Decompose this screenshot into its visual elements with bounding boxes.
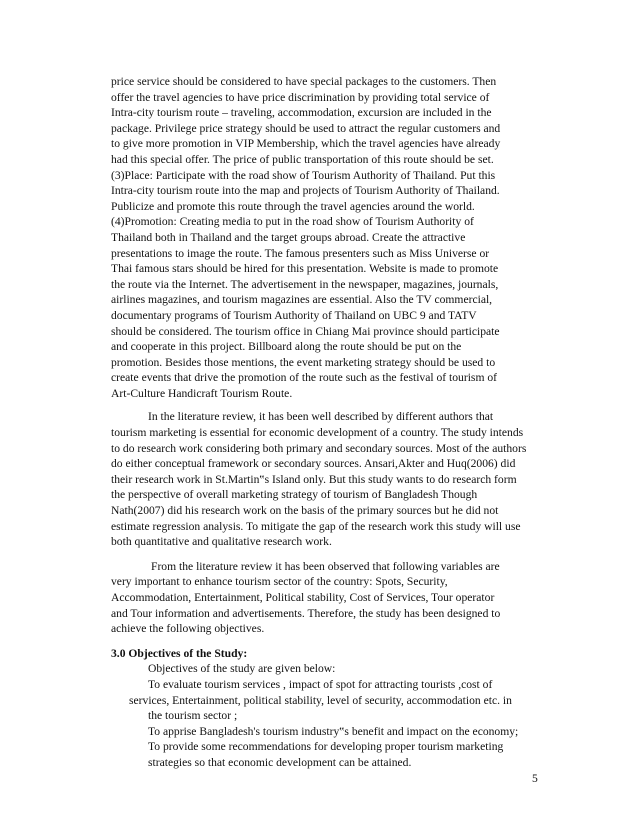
text-line: the route via the Internet. The advertisement in the newspaper, magazines, journals, — [111, 277, 499, 291]
text-line: Accommodation, Entertainment, Political stability, Cost of Services, Tour operator — [111, 591, 495, 604]
text-line: create events that drive the promotion of the route such as the festival of tourism of — [111, 371, 498, 385]
text-line: had this special offer. The price of public transportation of this route should be set. — [111, 152, 494, 166]
text-line: presentations to image the route. The famous presenters such as Miss Universe or — [111, 246, 490, 260]
text-line: Art-Culture Handicraft Tourism Route. — [111, 386, 293, 400]
page-number: 5 — [532, 772, 538, 785]
text-line: offer the travel agencies to have price discrimination by providing total service of — [111, 90, 490, 104]
text-line: airlines magazines, and tourism magazines are essential. Also the TV commercial, — [111, 293, 493, 307]
text-line: In the literature review, it has been well described by different authors that — [148, 410, 494, 424]
text-line: very important to enhance tourism sector of the country: Spots, Security, — [111, 575, 448, 589]
text-line: to do research work considering both primary and secondary sources. Most of the authors — [111, 441, 527, 455]
objective-line: To apprise Bangladesh's tourism industry‟s benefit and impact on the economy; — [148, 724, 519, 738]
section-heading: 3.0 Objectives of the Study: — [111, 646, 248, 660]
text-line: tourism marketing is essential for economic development of a country. The study intends — [111, 426, 524, 440]
text-line: and Tour information and advertisements. Therefore, the study has been designed to — [111, 606, 501, 620]
objective-line: the tourism sector ; — [148, 709, 238, 723]
text-line: estimate regression analysis. To mitigate the gap of the research work this study will use — [111, 519, 521, 533]
text-line: Nath(2007) did his research work on the basis of the primary sources but he did not — [111, 504, 499, 518]
objective-line: To evaluate tourism services , impact of spot for attracting tourists ,cost of — [148, 677, 493, 691]
objective-line: To provide some recommendations for developing proper tourism marketing — [148, 740, 504, 754]
objective-line: strategies so that economic development can be attained. — [148, 755, 412, 769]
text-line: (4)Promotion: Creating media to put in the road show of Tourism Authority of — [111, 215, 474, 229]
text-line: to give more promotion in VIP Membership, which the travel agencies have already — [111, 137, 501, 151]
text-line: should be considered. The tourism office in Chiang Mai province should participate — [111, 324, 500, 338]
body-text — [111, 74, 551, 771]
text-line: promotion. Besides those mentions, the event marketing strategy should be used to — [111, 355, 496, 369]
paragraph-spacer — [111, 550, 551, 559]
paragraph-spacer — [111, 401, 551, 409]
text-line: achieve the following objectives. — [111, 622, 265, 636]
text-line: Thai famous stars should be hired for this presentation. Website is made to promote — [111, 262, 499, 276]
text-line: their research work in St.Martin‟s Island only. But this study wants to do research form — [111, 472, 517, 486]
text-line: price service should be considered to have special packages to the customers. Then — [111, 75, 497, 88]
objective-line: services, Entertainment, political stability, level of security, accommodation etc. in — [129, 693, 512, 707]
paragraph-spacer — [111, 637, 551, 646]
paragraph-marketing-mix — [111, 74, 551, 401]
text-line: both quantitative and qualitative research work. — [111, 535, 332, 549]
objectives-section — [111, 646, 551, 771]
text-line: and cooperate in this project. Billboard along the route should be put on the — [111, 340, 462, 354]
text-line: Intra-city tourism route into the map and projects of Tourism Authority of Thailand. — [111, 184, 500, 198]
paragraph-variables — [111, 559, 551, 637]
text-line: Intra-city tourism route – traveling, accommodation, excursion are included in the — [111, 106, 492, 120]
text-line: Thailand both in Thailand and the target groups abroad. Create the attractive — [111, 230, 466, 244]
text-line: the perspective of overall marketing strategy of tourism of Bangladesh Though — [111, 488, 478, 502]
text-line: documentary programs of Tourism Authority of Thailand on UBC 9 and TATV — [111, 308, 477, 322]
text-line: do either conceptual framework or secondary sources. Ansari,Akter and Huq(2006) did — [111, 457, 516, 471]
text-line: From the literature review it has been observed that following variables are — [151, 559, 500, 573]
text-line: package. Privilege price strategy should be used to attract the regular customers and — [111, 121, 501, 135]
text-line: Publicize and promote this route through the travel agencies around the world. — [111, 199, 475, 213]
paragraph-literature-review — [111, 409, 551, 549]
objectives-intro: Objectives of the study are given below: — [148, 662, 336, 676]
text-line: (3)Place: Participate with the road show of Tourism Authority of Thailand. Put this — [111, 168, 496, 182]
